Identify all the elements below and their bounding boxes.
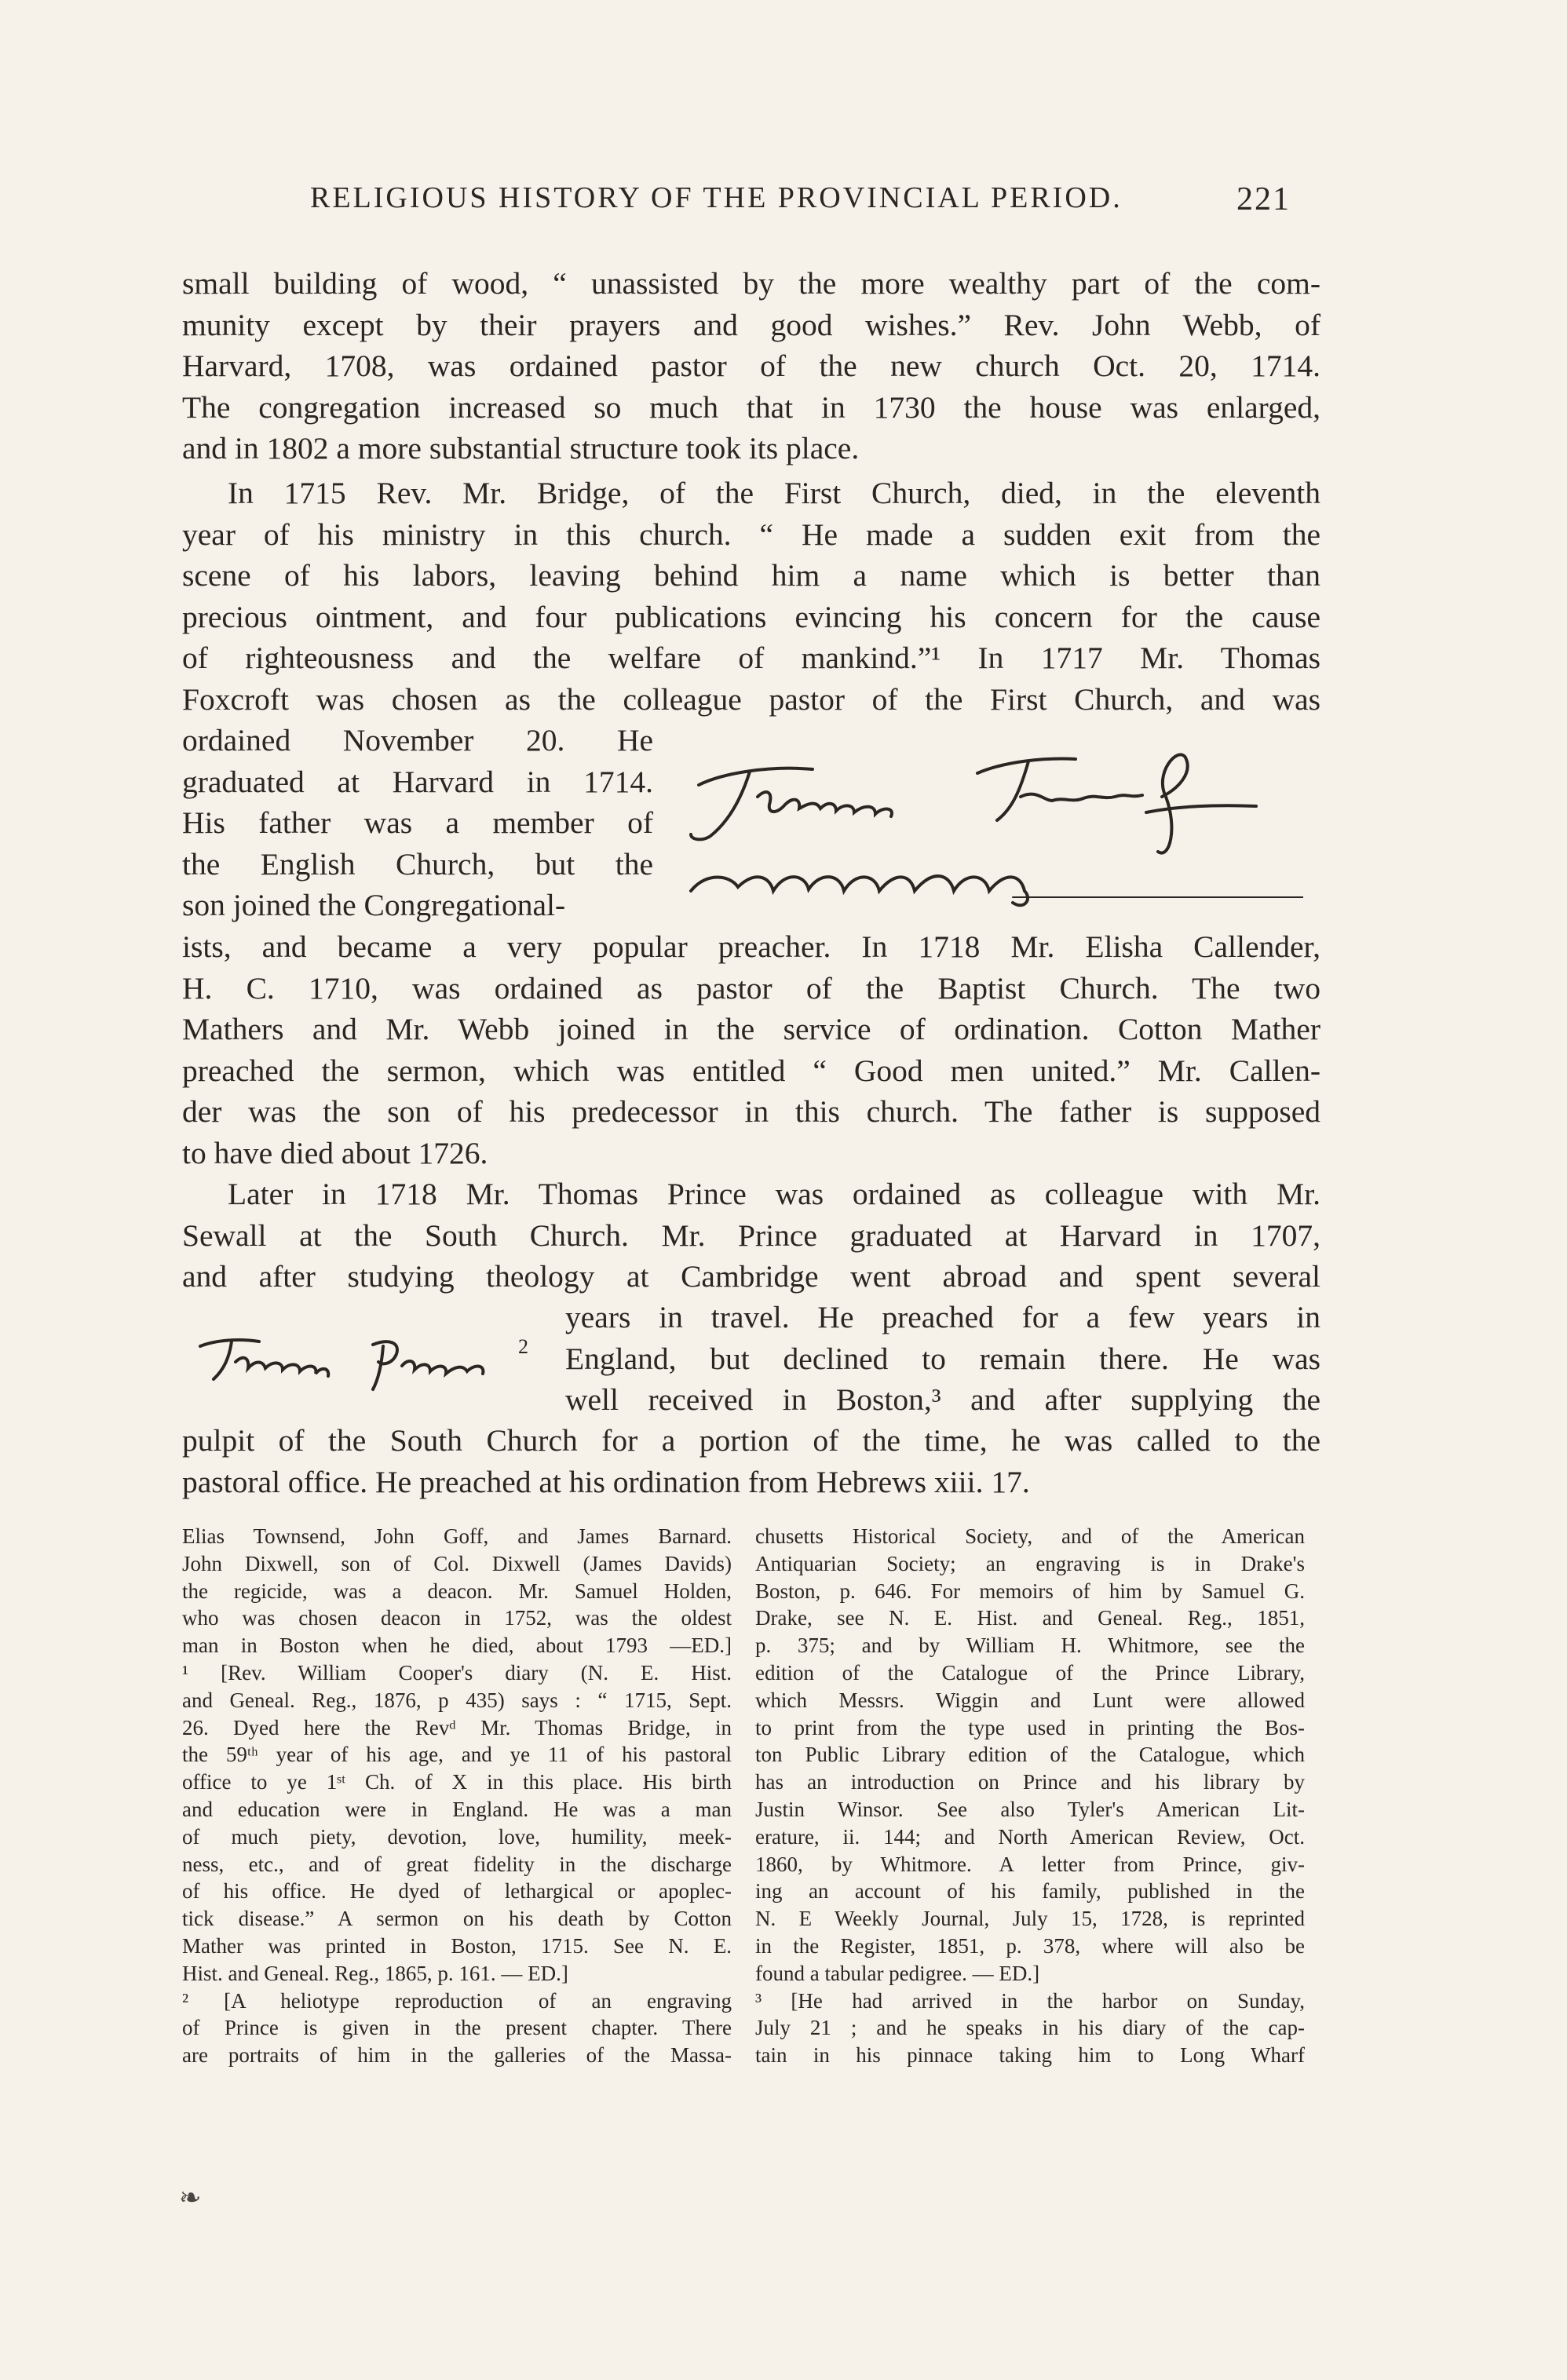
- foxcroft-signature: [675, 742, 1303, 922]
- footnote-line: the 59ᵗʰ year of his age, and ye 11 of his pastoral: [182, 1743, 732, 1767]
- paragraph-3-end: [182, 1420, 1320, 1502]
- text-line: of righteousness and the welfare of mankind.”¹ In 1717 Mr. Thomas: [182, 641, 1320, 675]
- text-line: ists, and became a very popular preacher. In 1718 Mr. Elisha Callender,: [182, 929, 1320, 964]
- text-line: Sewall at the South Church. Mr. Prince graduated at Harvard in 1707,: [182, 1217, 1320, 1253]
- text-line: In 1715 Rev. Mr. Bridge, of the First Church, died, in the eleventh: [228, 476, 1320, 510]
- text-line: His father was a member of: [182, 805, 653, 840]
- text-line: years in travel. He preached for a few years in: [565, 1300, 1320, 1334]
- footnotes-right-column: [755, 1523, 1305, 2069]
- footnote-line: N. E Weekly Journal, July 15, 1728, is reprinted: [755, 1907, 1305, 1931]
- text-line: well received in Boston,³ and after supplying the: [565, 1382, 1320, 1417]
- text-line: preached the sermon, which was entitled “ Good men united.” Mr. Callen-: [182, 1053, 1320, 1088]
- footnote-line: Drake, see N. E. Hist. and Geneal. Reg., 1851,: [755, 1606, 1305, 1630]
- footnote-line: Justin Winsor. See also Tyler's American Lit-: [755, 1797, 1305, 1821]
- footnote-line: to print from the type used in printing the Bos-: [755, 1715, 1305, 1739]
- footnote-line: 26. Dyed here the Revᵈ Mr. Thomas Bridge, in: [182, 1715, 732, 1739]
- footnote-line: July 21 ; and he speaks in his diary of the cap-: [755, 2016, 1305, 2040]
- paragraph-2-wrap: [182, 720, 653, 926]
- printer-ornament-icon: ❧: [179, 2184, 202, 2213]
- paragraph-2-end: [182, 926, 1320, 1174]
- text-line: Harvard, 1708, was ordained pastor of the new church Oct. 20, 1714.: [182, 349, 1320, 383]
- footnote-ref: 2: [518, 1335, 528, 1358]
- page-number: 221: [1236, 181, 1291, 217]
- prince-footnote-mark: [518, 1335, 550, 1359]
- footnote-line: tick disease.” A sermon on his death by Cotton: [182, 1907, 732, 1931]
- text-line: and after studying theology at Cambridge went abroad and spent several: [182, 1259, 1320, 1294]
- footnote-line: office to ye 1ˢᵗ Ch. of X in this place. His birth: [182, 1770, 732, 1794]
- text-line: precious ointment, and four publications evincing his concern for the cause: [182, 599, 1320, 634]
- footnote-line: ³ [He had arrived in the harbor on Sunday,: [755, 1988, 1305, 2013]
- footnote-line: chusetts Historical Society, and of the American: [755, 1524, 1305, 1548]
- footnote-line: ² [A heliotype reproduction of an engraving: [182, 1988, 732, 2013]
- running-title: RELIGIOUS HISTORY OF THE PROVINCIAL PERIOD.: [310, 181, 1123, 214]
- footnote-line: p. 375; and by William H. Whitmore, see the: [755, 1634, 1305, 1658]
- footnote-line: ing an account of his family, published in the: [755, 1879, 1305, 1904]
- footnote-line: who was chosen deacon in 1752, was the oldest: [182, 1606, 732, 1630]
- footnote-line: ¹ [Rev. William Cooper's diary (N. E. Hist.: [182, 1660, 732, 1685]
- prince-signature: [196, 1331, 542, 1393]
- text-line: pulpit of the South Church for a portion of the time, he was called to the: [182, 1423, 1320, 1458]
- footnote-line: of much piety, devotion, love, humility, meek-: [182, 1824, 732, 1849]
- footnote-line: of his office. He dyed of lethargical or apoplec-: [182, 1879, 732, 1904]
- text-line: der was the son of his predecessor in this church. The father is supposed: [182, 1094, 1320, 1129]
- footnote-line: found a tabular pedigree. — ED.]: [755, 1961, 1040, 1985]
- text-line: and in 1802 a more substantial structure took its place.: [182, 431, 860, 465]
- text-line: munity except by their prayers and good wishes.” Rev. John Webb, of: [182, 307, 1320, 342]
- footnote-line: Hist. and Geneal. Reg., 1865, p. 161. — ED.]: [182, 1961, 568, 1985]
- paragraph-3: [182, 1174, 1320, 1298]
- footnote-line: Antiquarian Society; an engraving is in Drake's: [755, 1551, 1305, 1575]
- text-line: Later in 1718 Mr. Thomas Prince was ordained as colleague with Mr.: [228, 1177, 1320, 1211]
- footnote-line: John Dixwell, son of Col. Dixwell (James Davids): [182, 1551, 732, 1575]
- text-line: small building of wood, “ unassisted by the more wealthy part of the com-: [182, 266, 1320, 301]
- text-line: The congregation increased so much that in 1730 the house was enlarged,: [182, 389, 1320, 425]
- footnote-line: in the Register, 1851, p. 378, where will also be: [755, 1933, 1305, 1958]
- footnote-line: ness, etc., and of great fidelity in the discharge: [182, 1852, 732, 1876]
- text-line: son joined the Congregational-: [182, 888, 566, 922]
- footnote-line: man in Boston when he died, about 1793 —ED.]: [182, 1634, 732, 1658]
- footnote-line: and education were in England. He was a man: [182, 1797, 732, 1821]
- text-line: graduated at Harvard in 1714.: [182, 764, 653, 799]
- footnote-line: has an introduction on Prince and his library by: [755, 1770, 1305, 1794]
- text-line: the English Church, but the: [182, 846, 653, 882]
- text-line: scene of his labors, leaving behind him a name which is better than: [182, 558, 1320, 593]
- footnote-line: ton Public Library edition of the Catalogue, which: [755, 1743, 1305, 1767]
- running-header: [310, 181, 1331, 228]
- text-line: Foxcroft was chosen as the colleague pastor of the First Church, and was: [182, 681, 1320, 717]
- text-line: ordained November 20. He: [182, 723, 653, 757]
- paragraph-2: [182, 473, 1320, 720]
- footnote-line: and Geneal. Reg., 1876, p 435) says : “ 1715, Sept.: [182, 1688, 732, 1712]
- text-line: England, but declined to remain there. He was: [565, 1341, 1320, 1376]
- footnote-line: which Messrs. Wiggin and Lunt were allowed: [755, 1688, 1305, 1712]
- footnote-line: Mather was printed in Boston, 1715. See N. E.: [182, 1933, 732, 1958]
- text-line: pastoral office. He preached at his ordination from Hebrews xiii. 17.: [182, 1464, 1030, 1499]
- footnote-line: Elias Townsend, John Goff, and James Barnard.: [182, 1524, 732, 1548]
- footnote-line: edition of the Catalogue of the Prince Library,: [755, 1660, 1305, 1685]
- text-line: year of his ministry in this church. “ He made a sudden exit from the: [182, 517, 1320, 552]
- footnote-line: are portraits of him in the galleries of the Massa-: [182, 2043, 732, 2068]
- text-line: H. C. 1710, was ordained as pastor of the Baptist Church. The two: [182, 970, 1320, 1006]
- footnote-line: Boston, p. 646. For memoirs of him by Samuel G.: [755, 1579, 1305, 1603]
- footnote-line: 1860, by Whitmore. A letter from Prince, giv-: [755, 1852, 1305, 1876]
- text-line: to have died about 1726.: [182, 1135, 488, 1170]
- footnotes-left-column: [182, 1523, 732, 2069]
- footnote-line: tain in his pinnace taking him to Long Wharf: [755, 2043, 1305, 2068]
- footnote-line: erature, ii. 144; and North American Review, Oct.: [755, 1824, 1305, 1849]
- footnote-line: of Prince is given in the present chapter. There: [182, 2016, 732, 2040]
- paragraph-1: [182, 263, 1320, 469]
- footnote-line: the regicide, was a deacon. Mr. Samuel Holden,: [182, 1579, 732, 1603]
- text-line: Mathers and Mr. Webb joined in the service of ordination. Cotton Mather: [182, 1012, 1320, 1046]
- paragraph-3-wrap: [565, 1297, 1320, 1421]
